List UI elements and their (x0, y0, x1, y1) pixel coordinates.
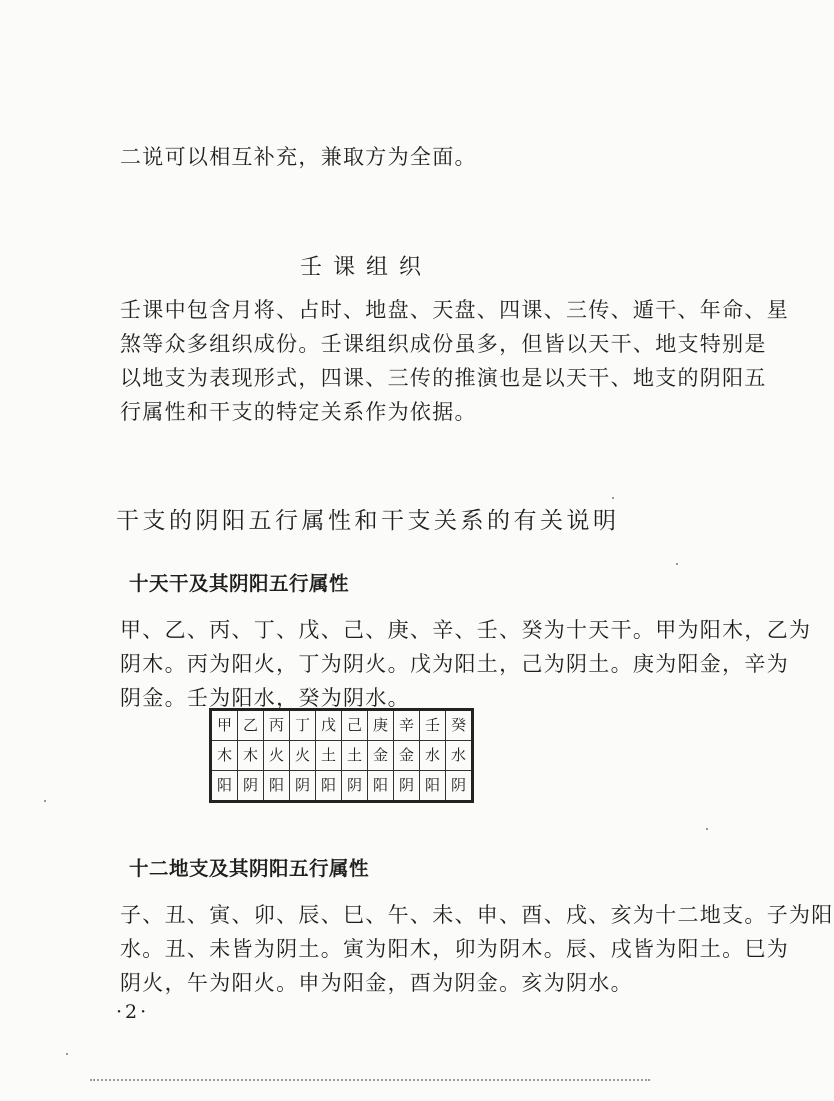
table-cell: 阳 (316, 771, 342, 802)
paragraph-line: 行属性和干支的特定关系作为依据。 (120, 400, 477, 424)
intro-line: 二说可以相互补充，兼取方为全面。 (120, 145, 477, 169)
table-cell: 阴 (238, 771, 264, 802)
stems-section-title: 十天干及其阴阳五行属性 (129, 572, 350, 595)
table-cell: 阳 (264, 771, 290, 802)
table-cell: 戊 (316, 710, 342, 741)
paragraph-line: 阴火，午为阳火。申为阳金，酉为阴金。亥为阴水。 (120, 971, 633, 995)
table-cell: 丁 (290, 710, 316, 741)
paragraph-line: 阴木。丙为阳火，丁为阴火。戊为阳土，己为阴土。庚为阳金，辛为 (120, 652, 789, 676)
table-cell: 水 (420, 741, 446, 771)
table-cell: 阴 (290, 771, 316, 802)
paragraph-line: 甲、乙、丙、丁、戊、己、庚、辛、壬、癸为十天干。甲为阳木，乙为 (120, 618, 812, 642)
table-cell: 壬 (420, 710, 446, 741)
table-cell: 阳 (211, 771, 238, 802)
paragraph-line: 阴金。壬为阳水，癸为阴水。 (120, 686, 410, 710)
scan-speck (706, 828, 708, 830)
page-number: ·2· (116, 1001, 150, 1023)
table-cell: 甲 (211, 710, 238, 741)
table-cell: 丙 (264, 710, 290, 741)
paragraph-line: 以地支为表现形式，四课、三传的推演也是以天干、地支的阴阳五 (120, 366, 767, 390)
paragraph-line: 子、丑、寅、卯、辰、巳、午、未、申、酉、戌、亥为十二地支。子为阳 (120, 903, 834, 927)
table-cell: 阴 (446, 771, 473, 802)
table-cell: 己 (342, 710, 368, 741)
paragraph-line: 壬课中包含月将、占时、地盘、天盘、四课、三传、遁干、年命、星 (120, 298, 789, 322)
table-cell: 金 (394, 741, 420, 771)
table-cell: 土 (316, 741, 342, 771)
scan-speck (676, 563, 678, 565)
paragraph-line: 煞等众多组织成份。壬课组织成份虽多，但皆以天干、地支特别是 (120, 332, 767, 356)
table-cell: 乙 (238, 710, 264, 741)
table-cell: 木 (238, 741, 264, 771)
table-cell: 阴 (394, 771, 420, 802)
heavenly-stems-table (209, 708, 474, 803)
table-cell: 阴 (342, 771, 368, 802)
scan-edge (90, 1079, 650, 1081)
table-cell: 癸 (446, 710, 473, 741)
table-cell: 阳 (420, 771, 446, 802)
branches-section-title: 十二地支及其阴阳五行属性 (129, 857, 370, 880)
scan-speck (66, 1053, 68, 1055)
chapter-title: 干支的阴阳五行属性和干支关系的有关说明 (116, 508, 620, 534)
section-title: 壬课组织 (300, 255, 433, 280)
scan-speck (44, 800, 46, 802)
table-cell: 木 (211, 741, 238, 771)
table-row-elements (211, 741, 473, 771)
paragraph-line: 水。丑、未皆为阴土。寅为阳木，卯为阴木。辰、戌皆为阳土。巳为 (120, 937, 789, 961)
table-cell: 辛 (394, 710, 420, 741)
table-cell: 金 (368, 741, 394, 771)
table-cell: 水 (446, 741, 473, 771)
table-cell: 庚 (368, 710, 394, 741)
table-cell: 火 (290, 741, 316, 771)
scan-speck (612, 497, 614, 499)
table-cell: 土 (342, 741, 368, 771)
table-row-yinyang (211, 771, 473, 802)
table-cell: 阳 (368, 771, 394, 802)
table-row-stems (211, 710, 473, 741)
table-cell: 火 (264, 741, 290, 771)
